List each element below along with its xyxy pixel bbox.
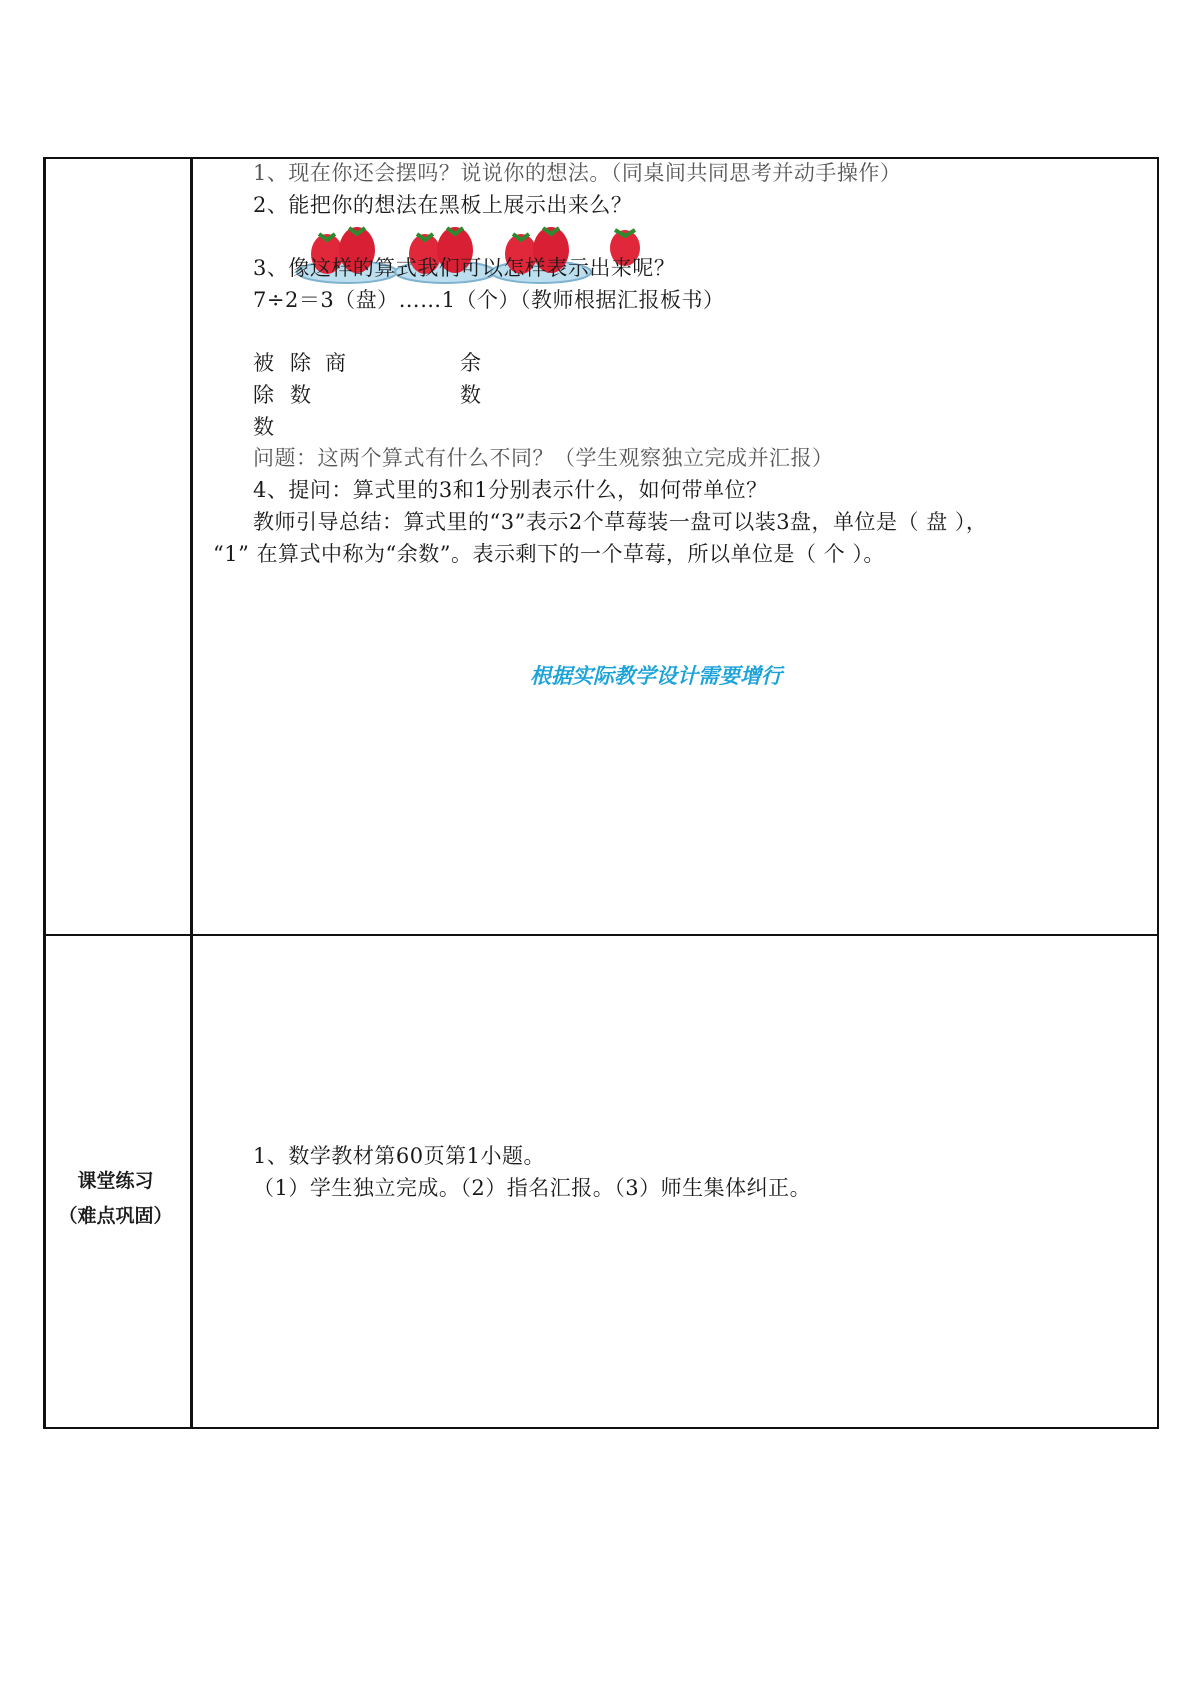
table-left-border [43, 157, 46, 1429]
practice-line-2: （1）学生独立完成。（2）指名汇报。（3）师生集体纠正。 [253, 1176, 812, 1200]
step-1-text: 1、现在你还会摆吗？说说你的想法。（同桌间共同思考并动手操作） [253, 161, 902, 185]
column-divider [190, 157, 193, 1429]
table-bottom-border [43, 1427, 1159, 1429]
step-4-text: 4、提问：算式里的3和1分别表示什么，如何带单位？ [253, 478, 768, 502]
lesson-table [43, 157, 1159, 1429]
question-text: 问题：这两个算式有什么不同？（学生观察独立完成并汇报） [253, 446, 834, 470]
term-dividend-2: 除 [253, 383, 275, 407]
step-3-text: 3、像这样的算式我们可以怎样表示出来呢？ [253, 256, 676, 280]
summary-line-2: “1” 在算式中称为“余数”。表示剩下的一个草莓，所以单位是（ 个 ）。 [213, 542, 885, 566]
row-divider [43, 934, 1159, 936]
term-dividend-1: 被 [253, 351, 275, 375]
step-2-text: 2、能把你的想法在黑板上展示出来么？ [253, 193, 633, 217]
term-remainder-2: 数 [460, 383, 482, 407]
add-rows-note: 根据实际教学设计需要增行 [530, 664, 782, 688]
term-divisor-2: 数 [290, 383, 312, 407]
practice-sublabel: （难点巩固） [58, 1205, 173, 1227]
practice-label: 课堂练习 [77, 1170, 154, 1192]
term-quotient: 商 [325, 351, 347, 375]
summary-line-1: 教师引导总结：算式里的“3”表示2个草莓装一盘可以装3盘，单位是（ 盘 ）， [253, 510, 988, 534]
term-divisor-1: 除 [290, 351, 312, 375]
term-dividend-3: 数 [253, 415, 275, 439]
table-right-border [1157, 157, 1159, 1429]
term-remainder-1: 余 [460, 351, 482, 375]
practice-line-1: 1、数学教材第60页第1小题。 [253, 1144, 545, 1168]
equation-text: 7÷2＝3（盘）……1（个）（教师根据汇报板书） [253, 288, 725, 312]
